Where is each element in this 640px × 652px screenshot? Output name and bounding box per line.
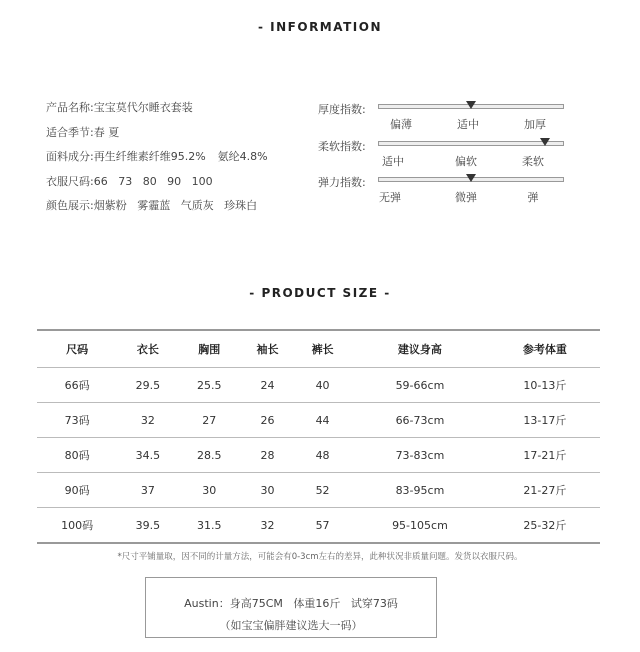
product-properties [46, 101, 268, 224]
prop-season [46, 126, 268, 151]
table-cell: 24 [240, 368, 295, 403]
table-cell: 90码 [37, 473, 117, 508]
table-cell: 73码 [37, 403, 117, 438]
prop-value: 宝宝莫代尔睡衣套装 [93, 101, 193, 114]
table-row [37, 473, 600, 508]
prop-value: 66 73 80 90 100 [93, 174, 213, 188]
table-cell: 40 [295, 368, 350, 403]
table-cell: 73-83cm [350, 438, 490, 473]
table-row [37, 403, 600, 438]
table-header: 衣长 [117, 330, 178, 368]
table-cell: 66码 [37, 368, 117, 403]
prop-label: 衣服尺码: [46, 174, 94, 188]
table-cell: 95-105cm [350, 508, 490, 544]
prop-label: 颜色展示: [46, 199, 94, 212]
measurement-note: *尺寸平铺量取，因不同的计量方法，可能会有0-3cm左右的差异，此种状况非质量问题。发货以衣服尺码。 [117, 552, 523, 562]
table-cell: 28 [240, 438, 295, 473]
scale-track [378, 104, 564, 109]
table-cell: 48 [295, 438, 350, 473]
table-cell: 44 [295, 403, 350, 438]
table-cell: 13-17斤 [490, 403, 600, 438]
prop-value: 春 夏 [93, 125, 120, 139]
prop-value: 烟紫粉 雾霾蓝 气质灰 珍珠白 [93, 199, 258, 212]
table-cell: 25-32斤 [490, 508, 600, 544]
table-cell: 30 [240, 473, 295, 508]
information-heading: - INFORMATION [258, 20, 382, 34]
scale-track [378, 141, 564, 146]
table-cell: 25.5 [179, 368, 240, 403]
model-info-box [145, 577, 437, 638]
scale-tick: 弹 [527, 191, 539, 204]
table-header: 参考体重 [490, 330, 600, 368]
table-cell: 32 [240, 508, 295, 544]
table-cell: 39.5 [117, 508, 178, 544]
table-header-row [37, 330, 600, 368]
prop-colors [46, 199, 268, 224]
table-cell: 31.5 [179, 508, 240, 544]
table-cell: 66-73cm [350, 403, 490, 438]
product-size-heading: - PRODUCT SIZE - [249, 286, 391, 300]
table-cell: 57 [295, 508, 350, 544]
prop-name [46, 101, 268, 126]
table-row [37, 438, 600, 473]
table-cell: 80码 [37, 438, 117, 473]
table-header: 裤长 [295, 330, 350, 368]
table-cell: 37 [117, 473, 178, 508]
table-header: 袖长 [240, 330, 295, 368]
table-cell: 32 [117, 403, 178, 438]
prop-value: 再生纤维素纤维95.2% [93, 150, 206, 163]
table-cell: 21-27斤 [490, 473, 600, 508]
table-cell: 59-66cm [350, 368, 490, 403]
table-header: 建议身高 [350, 330, 490, 368]
table-row [37, 368, 600, 403]
table-row [37, 508, 600, 544]
scale-tick: 微弹 [455, 191, 477, 204]
size-table [37, 329, 600, 544]
prop-value-2: 氨纶4.8% [217, 150, 268, 163]
table-cell: 100码 [37, 508, 117, 544]
scale-tick: 柔软 [522, 155, 544, 168]
scale-tick: 偏薄 [390, 118, 412, 131]
table-header: 尺码 [37, 330, 117, 368]
prop-fabric [46, 150, 268, 175]
table-cell: 29.5 [117, 368, 178, 403]
table-cell: 17-21斤 [490, 438, 600, 473]
scale-track [378, 177, 564, 182]
prop-sizes [46, 175, 268, 200]
scale-tick: 偏软 [455, 155, 477, 168]
table-cell: 30 [179, 473, 240, 508]
scale-tick: 适中 [382, 155, 404, 168]
scale-label: 弹力指数: [318, 176, 366, 189]
prop-label: 产品名称: [46, 101, 94, 114]
model-info: Austin：身高75CM 体重16斤 试穿73码 [184, 597, 398, 610]
table-cell: 34.5 [117, 438, 178, 473]
table-cell: 52 [295, 473, 350, 508]
scale-marker-icon [466, 174, 476, 182]
scale-tick: 加厚 [524, 118, 546, 131]
table-cell: 27 [179, 403, 240, 438]
scale-tick: 适中 [457, 118, 479, 131]
scale-label: 厚度指数: [318, 103, 366, 116]
prop-label: 适合季节: [46, 125, 94, 139]
table-cell: 10-13斤 [490, 368, 600, 403]
table-header: 胸围 [179, 330, 240, 368]
table-cell: 28.5 [179, 438, 240, 473]
scale-label: 柔软指数: [318, 140, 366, 153]
scale-marker-icon [540, 138, 550, 146]
prop-label: 面料成分: [46, 150, 94, 163]
scale-tick: 无弹 [379, 191, 401, 204]
table-cell: 26 [240, 403, 295, 438]
model-suggestion: （如宝宝偏胖建议选大一码） [219, 619, 363, 632]
table-cell: 83-95cm [350, 473, 490, 508]
scale-marker-icon [466, 101, 476, 109]
